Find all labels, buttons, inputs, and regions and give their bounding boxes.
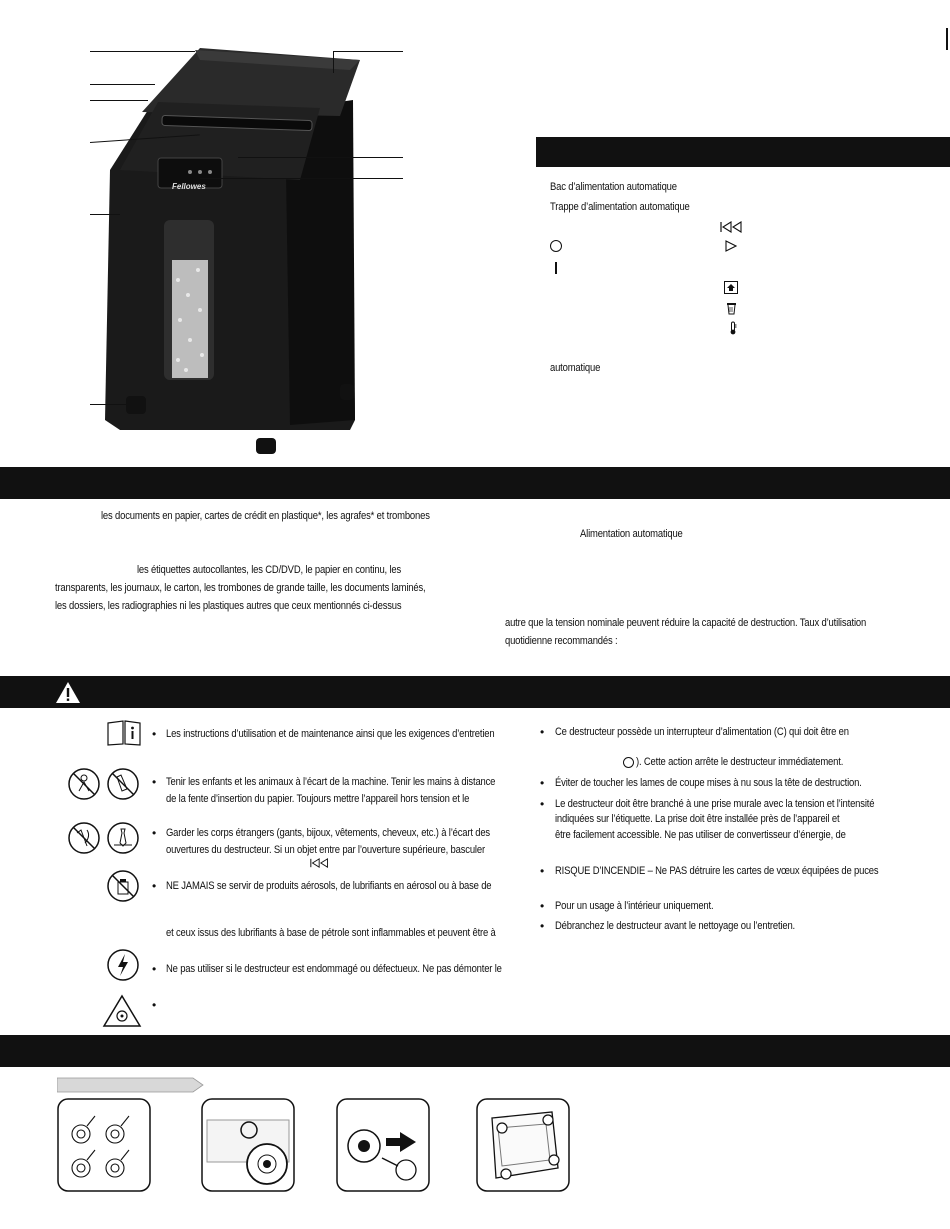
leader-line-c: [90, 100, 148, 101]
brand-label: Fellowes: [172, 182, 206, 191]
leader-line-h: [238, 157, 403, 158]
warning-triangle-icon: [55, 681, 81, 704]
no-tie-icon: [106, 821, 140, 855]
bullet: •: [152, 962, 157, 976]
bullet: •: [152, 727, 157, 741]
leader-line-a: [90, 51, 195, 52]
assembly-header-bar: [0, 1035, 950, 1067]
cap-left-4: les dossiers, les radiographies ni les plastiques autres que ceux mentionnés ci-dessus: [55, 600, 402, 612]
leader-line-b: [90, 84, 155, 85]
bullet: •: [152, 879, 157, 893]
safety-left-6: NE JAMAIS se servir de produits aérosols, de lubrifiants en aérosol ou à base de: [166, 880, 492, 892]
safety-right-4: Le destructeur doit être branché à une prise murale avec la tension et l’intensité: [555, 798, 875, 810]
step-2-underside: [201, 1098, 295, 1192]
cap-left-2: les étiquettes autocollantes, les CD/DVD, le papier en continu, les: [137, 564, 402, 576]
power-off-icon-inline: [623, 757, 634, 768]
safety-left-2: Tenir les enfants et les animaux à l’écart de la machine. Tenir les mains à distance: [166, 776, 496, 788]
door-open-icon: [724, 281, 738, 294]
leader-line-g-v: [333, 51, 334, 73]
bullet: •: [540, 919, 545, 933]
power-off-icon: [550, 240, 562, 252]
blade-hazard-icon: [102, 994, 142, 1028]
electric-hazard-icon: [106, 948, 140, 982]
bullet: •: [152, 826, 157, 840]
cap-note-1: autre que la tension nominale peuvent réduire la capacité de destruction. Taux d’utilisation: [505, 617, 867, 629]
bullet: •: [540, 797, 545, 811]
bullet: •: [540, 899, 545, 913]
leader-line-f: [90, 404, 130, 405]
bullet: •: [152, 998, 157, 1012]
no-hands-icon: [106, 767, 140, 801]
spec-line-2: Trappe d’alimentation automatique: [550, 201, 690, 213]
power-on-icon: [555, 262, 557, 274]
reverse-icon: [720, 221, 744, 233]
safety-header-bar: [0, 676, 950, 708]
safety-left-3: de la fente d’insertion du papier. Toujours mettre l’appareil hors tension et le: [166, 793, 470, 805]
bullet: •: [540, 864, 545, 878]
leader-line-e: [90, 214, 120, 215]
spec-line-1: Bac d’alimentation automatique: [550, 181, 677, 193]
bullet: •: [152, 775, 157, 789]
step-arrow: [57, 1077, 205, 1093]
safety-right-9: Débranchez le destructeur avant le nettoyage ou l’entretien.: [555, 920, 796, 932]
bullet: •: [540, 725, 545, 739]
leader-line-i: [200, 178, 403, 179]
no-children-icon: [67, 767, 101, 801]
safety-right-5: indiquées sur l’étiquette. La prise doit être installée près de l’appareil et: [555, 813, 840, 825]
leader-line-g: [333, 51, 403, 52]
step-4-complete: [476, 1098, 570, 1192]
spec-footer: automatique: [550, 362, 601, 374]
cap-left-1: les documents en papier, cartes de crédit en plastique*, les agrafes* et trombones: [101, 510, 430, 522]
capabilities-header-bar: [0, 467, 950, 499]
step-3-insert: [336, 1098, 430, 1192]
bin-full-icon: [726, 302, 737, 315]
safety-right-8: Pour un usage à l’intérieur uniquement.: [555, 900, 714, 912]
safety-right-3: Éviter de toucher les lames de coupe mises à nu sous la tête de destruction.: [555, 777, 862, 789]
safety-left-4: Garder les corps étrangers (gants, bijoux, vêtements, cheveux, etc.) à l’écart des: [166, 827, 490, 839]
safety-left-5: ouvertures du destructeur. Si un objet entre par l’ouverture supérieure, basculer: [166, 844, 485, 856]
safety-left-1: Les instructions d’utilisation et de maintenance ainsi que les exigences d’entretien: [166, 728, 495, 740]
safety-left-7: et ceux issus des lubrifiants à base de pétrole sont inflammables et peuvent être à: [166, 927, 496, 939]
cap-note-2: quotidienne recommandés :: [505, 635, 618, 647]
reverse-icon-inline: [310, 858, 330, 868]
safety-right-7: RISQUE D’INCENDIE – Ne PAS détruire les cartes de vœux équipées de puces: [555, 865, 879, 877]
safety-left-8: Ne pas utiliser si le destructeur est endommagé ou défectueux. Ne pas démonter le: [166, 963, 502, 975]
cap-auto-feed: Alimentation automatique: [580, 528, 683, 540]
bullet: •: [540, 776, 545, 790]
thermometer-icon: [729, 321, 737, 335]
safety-right-2: ). Cette action arrête le destructeur immédiatement.: [636, 756, 844, 768]
margin-tick: [946, 28, 948, 50]
cap-left-3: transparents, les journaux, le carton, les trombones de grande taille, les documents laminés,: [55, 582, 426, 594]
step-1-casters: [57, 1098, 151, 1192]
no-aerosol-icon: [106, 869, 140, 903]
controls-header-bar: [536, 137, 950, 167]
no-jewelry-icon: [67, 821, 101, 855]
product-illustration: [60, 40, 420, 460]
safety-right-1: Ce destructeur possède un interrupteur d’alimentation (C) qui doit être en: [555, 726, 849, 738]
safety-right-6: être facilement accessible. Ne pas utiliser de convertisseur d’énergie, de: [555, 829, 846, 841]
auto-play-icon: [725, 240, 737, 252]
manual-icon: [106, 720, 142, 746]
